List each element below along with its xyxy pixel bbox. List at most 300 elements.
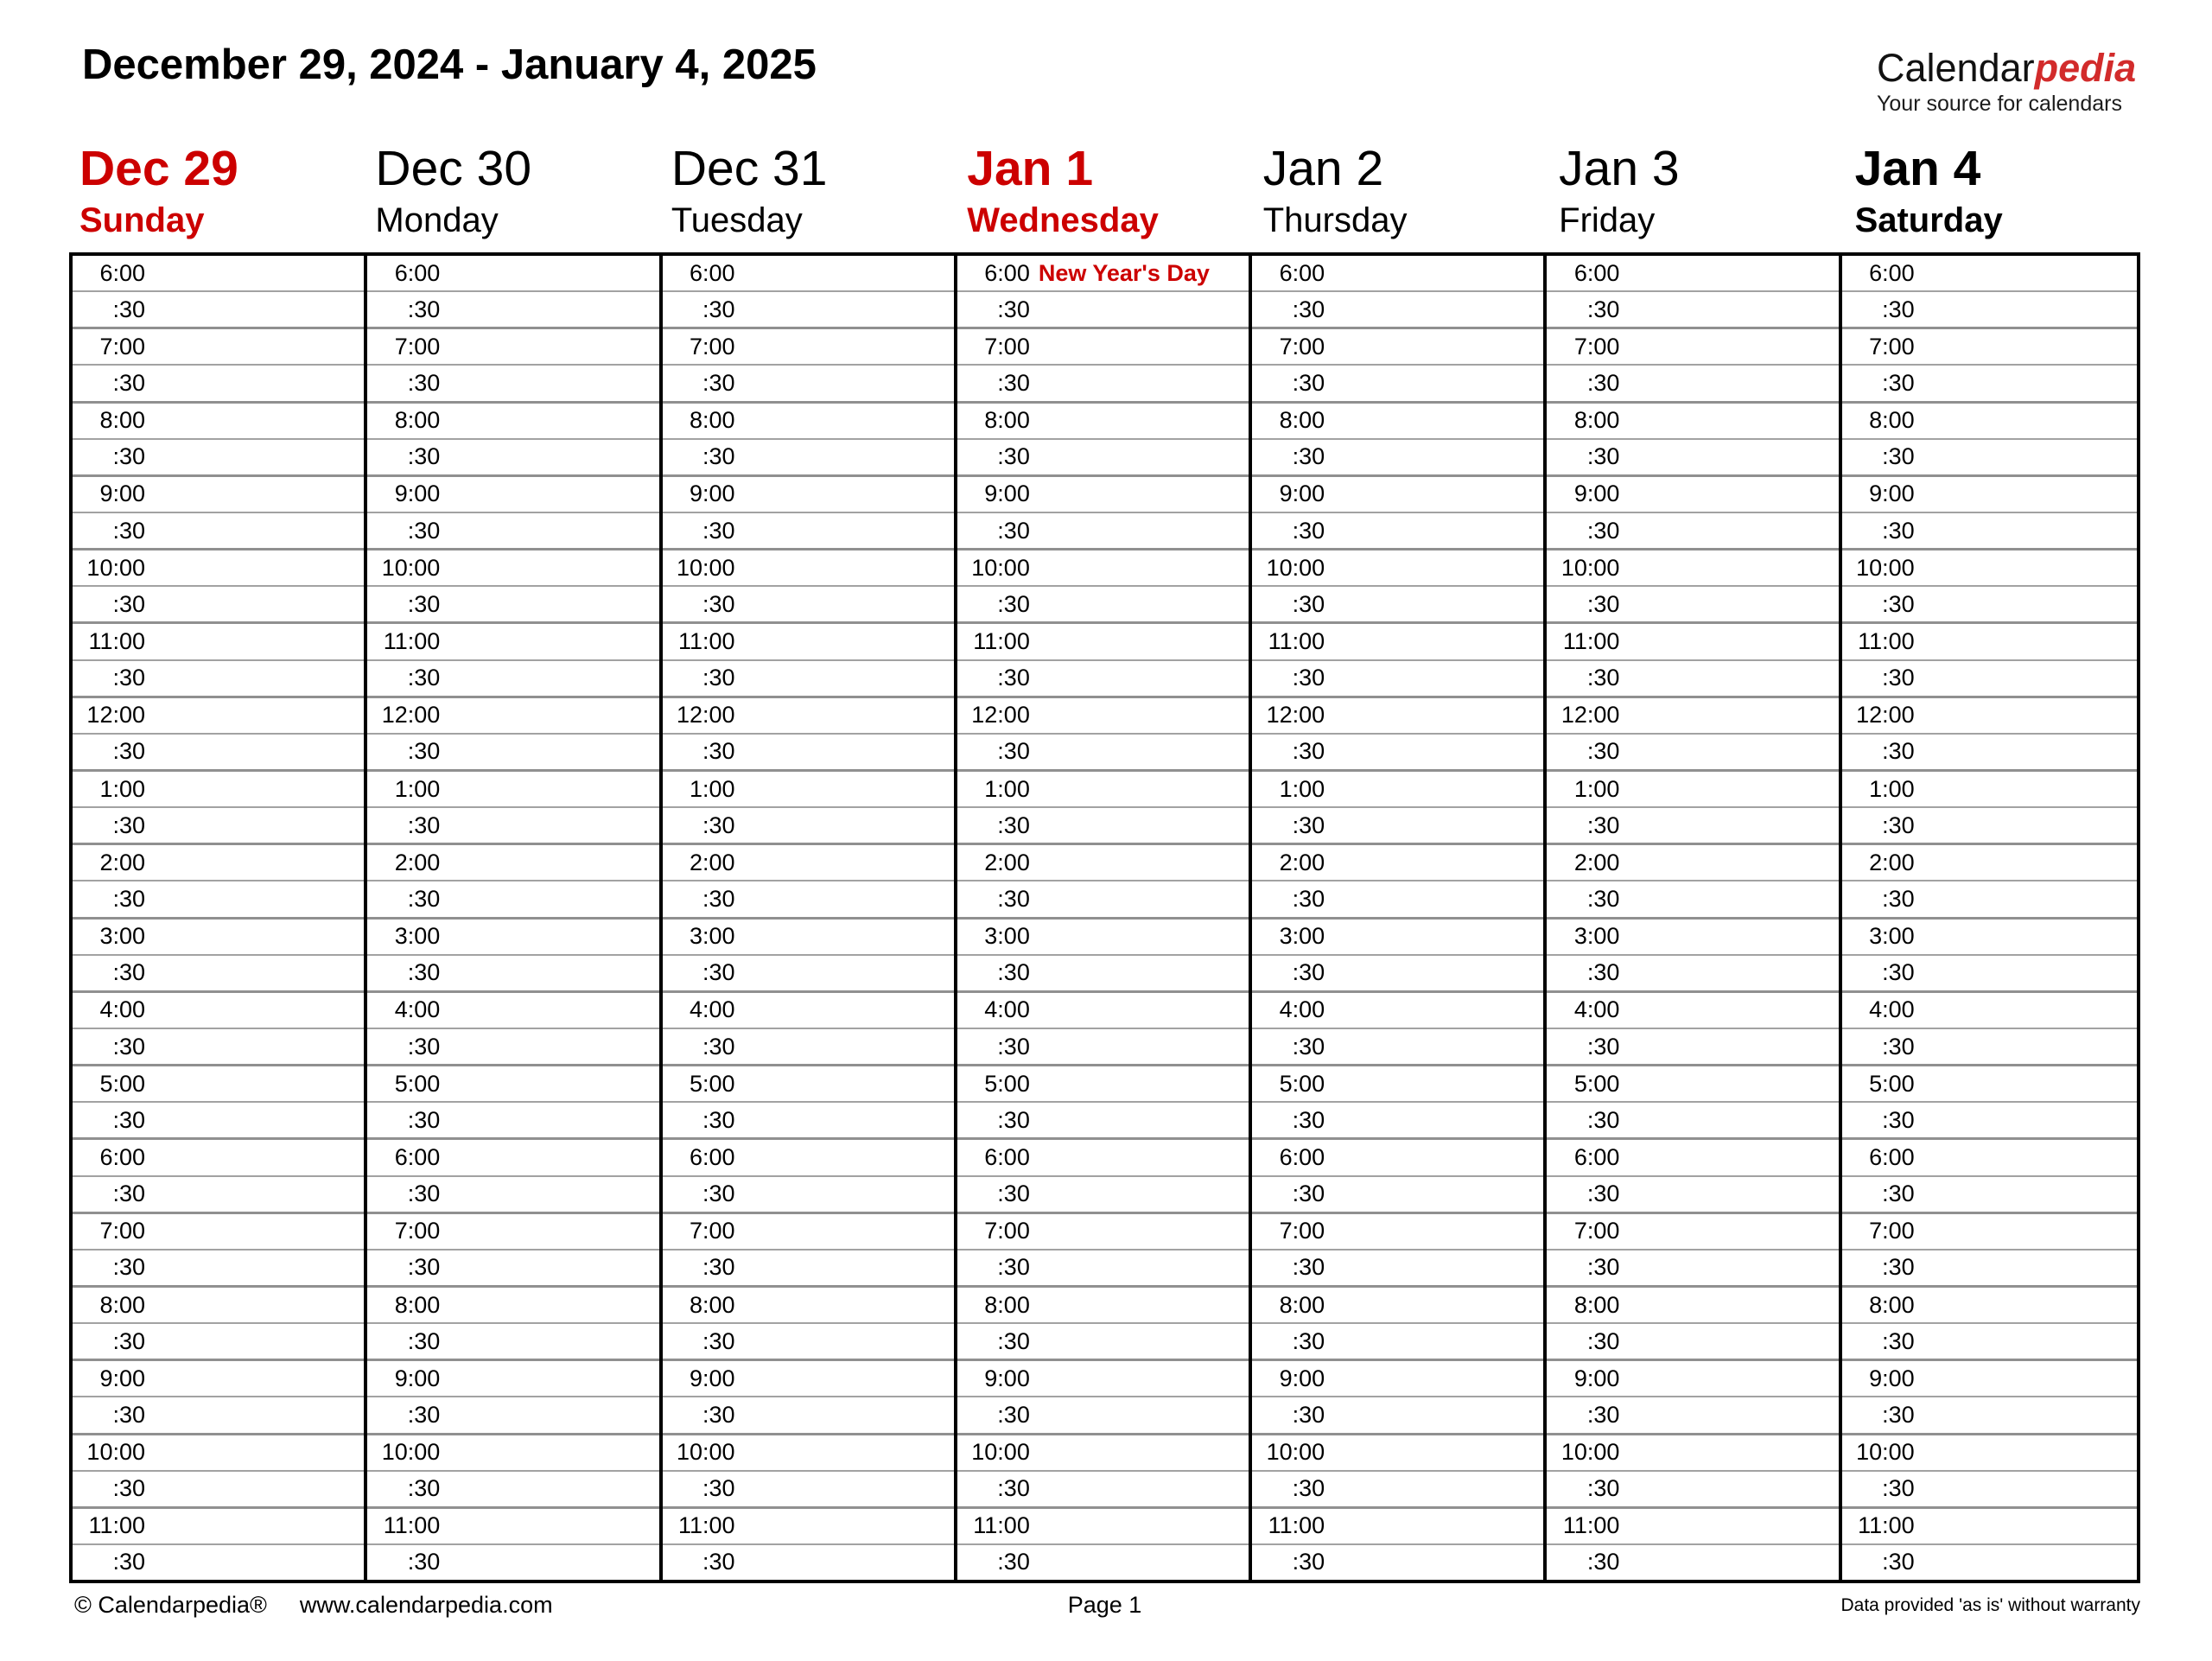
time-slot bbox=[1547, 880, 1838, 916]
time-label: 10:00 bbox=[676, 554, 735, 581]
time-label: 2:00 bbox=[1573, 849, 1620, 875]
time-slot bbox=[957, 1175, 1249, 1212]
time-slot bbox=[1252, 1506, 1543, 1543]
time-label: 1:00 bbox=[984, 775, 1030, 802]
time-label: 11:00 bbox=[973, 1512, 1030, 1539]
time-label: 6:00 bbox=[99, 1143, 145, 1170]
time-label: :30 bbox=[1586, 1106, 1620, 1133]
time-label: 7:00 bbox=[1279, 1218, 1325, 1244]
logo-wordmark bbox=[1877, 46, 2137, 90]
time-slot bbox=[1842, 1064, 2137, 1101]
time-slot bbox=[1842, 917, 2137, 954]
time-slot bbox=[367, 401, 658, 438]
time-label: 10:00 bbox=[971, 1439, 1030, 1466]
time-slot bbox=[367, 659, 658, 696]
time-label: 8:00 bbox=[99, 1291, 145, 1318]
time-label: 7:00 bbox=[984, 1218, 1030, 1244]
time-label: :30 bbox=[112, 1401, 145, 1428]
time-label: :30 bbox=[407, 517, 441, 544]
time-label: :30 bbox=[1586, 885, 1620, 912]
time-slot bbox=[957, 1506, 1249, 1543]
day-header-dec-29 bbox=[69, 142, 365, 240]
time-label: 8:00 bbox=[1573, 407, 1620, 434]
time-label: :30 bbox=[1586, 1181, 1620, 1207]
time-label: 1:00 bbox=[1869, 775, 1915, 802]
time-slot bbox=[957, 585, 1249, 621]
time-label: 10:00 bbox=[381, 554, 441, 581]
time-label: :30 bbox=[1882, 1549, 1915, 1575]
time-slot bbox=[957, 1137, 1249, 1174]
time-label: :30 bbox=[407, 1401, 441, 1428]
time-slot bbox=[663, 512, 954, 548]
day-header-jan-1 bbox=[957, 142, 1252, 240]
time-label: :30 bbox=[112, 1033, 145, 1060]
time-slot bbox=[1842, 954, 2137, 990]
copyright-text: © Calendarpedia® bbox=[74, 1592, 267, 1618]
time-slot bbox=[1252, 1175, 1543, 1212]
time-slot bbox=[1547, 843, 1838, 880]
time-label: 9:00 bbox=[984, 480, 1030, 507]
time-slot bbox=[1252, 990, 1543, 1028]
time-label: :30 bbox=[1292, 738, 1325, 765]
time-slot bbox=[1842, 990, 2137, 1028]
time-label: 4:00 bbox=[690, 996, 735, 1023]
time-label: 4:00 bbox=[394, 996, 441, 1023]
time-slot bbox=[957, 990, 1249, 1028]
time-label: :30 bbox=[997, 1106, 1030, 1133]
time-slot bbox=[1547, 327, 1838, 364]
weekday-label: Monday bbox=[375, 201, 499, 239]
time-label: :30 bbox=[1882, 1401, 1915, 1428]
time-label: 7:00 bbox=[1573, 333, 1620, 360]
time-label: :30 bbox=[702, 517, 735, 544]
time-label: :30 bbox=[997, 590, 1030, 617]
time-slot bbox=[367, 438, 658, 474]
day-header-dec-31 bbox=[661, 142, 957, 240]
time-label: 10:00 bbox=[86, 1439, 145, 1466]
time-label: 1:00 bbox=[394, 775, 441, 802]
time-slot bbox=[73, 696, 364, 733]
time-label: :30 bbox=[112, 811, 145, 838]
time-slot bbox=[367, 1249, 658, 1285]
time-label: :30 bbox=[112, 1106, 145, 1133]
time-slot bbox=[1842, 621, 2137, 659]
time-label: 5:00 bbox=[394, 1070, 441, 1097]
time-slot bbox=[73, 290, 364, 327]
time-slot bbox=[1547, 1175, 1838, 1212]
time-slot bbox=[663, 1470, 954, 1506]
time-slot bbox=[957, 806, 1249, 843]
time-label: 7:00 bbox=[394, 333, 441, 360]
time-slot bbox=[1252, 401, 1543, 438]
time-slot bbox=[1842, 1175, 2137, 1212]
time-label: :30 bbox=[407, 1254, 441, 1281]
time-label: 8:00 bbox=[984, 407, 1030, 434]
time-label: :30 bbox=[1292, 1106, 1325, 1133]
time-slot bbox=[663, 1175, 954, 1212]
time-slot bbox=[1252, 880, 1543, 916]
time-slot bbox=[73, 1175, 364, 1212]
time-label: :30 bbox=[1882, 1033, 1915, 1060]
time-label: 2:00 bbox=[394, 849, 441, 875]
time-label: 7:00 bbox=[99, 1218, 145, 1244]
time-slot bbox=[1547, 1359, 1838, 1396]
day-date-label: Jan 4 bbox=[1854, 141, 1981, 196]
day-column-dec-31 bbox=[663, 256, 957, 1580]
time-label: :30 bbox=[407, 1181, 441, 1207]
time-slot bbox=[367, 327, 658, 364]
time-label: :30 bbox=[407, 296, 441, 322]
time-slot bbox=[663, 401, 954, 438]
time-slot bbox=[957, 327, 1249, 364]
time-slot bbox=[1842, 512, 2137, 548]
time-slot bbox=[663, 585, 954, 621]
time-label: :30 bbox=[407, 885, 441, 912]
time-slot bbox=[1842, 438, 2137, 474]
time-slot bbox=[73, 1543, 364, 1580]
time-slot bbox=[1842, 585, 2137, 621]
time-label: 2:00 bbox=[690, 849, 735, 875]
time-slot bbox=[367, 843, 658, 880]
weekday-label: Wednesday bbox=[967, 201, 1159, 239]
time-slot bbox=[957, 1322, 1249, 1359]
time-slot bbox=[1547, 548, 1838, 585]
time-label: :30 bbox=[407, 369, 441, 396]
time-slot bbox=[957, 880, 1249, 916]
time-slot bbox=[663, 769, 954, 806]
time-slot bbox=[1842, 843, 2137, 880]
time-label: 6:00 bbox=[394, 259, 441, 286]
time-label: 9:00 bbox=[1573, 480, 1620, 507]
time-slot bbox=[73, 1359, 364, 1396]
time-label: 8:00 bbox=[1279, 1291, 1325, 1318]
time-label: :30 bbox=[1292, 1475, 1325, 1502]
time-slot bbox=[367, 696, 658, 733]
time-label: 9:00 bbox=[1279, 1365, 1325, 1391]
time-label: 11:00 bbox=[383, 627, 441, 654]
time-slot bbox=[957, 1028, 1249, 1064]
time-slot bbox=[1842, 1470, 2137, 1506]
time-slot bbox=[1547, 256, 1838, 290]
time-slot bbox=[957, 401, 1249, 438]
time-slot bbox=[957, 733, 1249, 769]
calendarpedia-logo bbox=[1877, 48, 2136, 117]
time-slot bbox=[1842, 1137, 2137, 1174]
time-label: 6:00 bbox=[1279, 259, 1325, 286]
time-slot bbox=[367, 1506, 658, 1543]
time-label: 8:00 bbox=[99, 407, 145, 434]
time-slot bbox=[73, 1249, 364, 1285]
time-slot bbox=[73, 1433, 364, 1470]
time-label: 9:00 bbox=[394, 480, 441, 507]
time-slot bbox=[73, 512, 364, 548]
day-column-dec-30 bbox=[367, 256, 662, 1580]
time-slot bbox=[1547, 1396, 1838, 1432]
time-label: 6:00 bbox=[1869, 259, 1915, 286]
time-label: :30 bbox=[1882, 1254, 1915, 1281]
time-slot bbox=[957, 1101, 1249, 1137]
time-slot bbox=[1842, 256, 2137, 290]
time-label: 1:00 bbox=[1573, 775, 1620, 802]
time-label: 6:00 bbox=[1279, 1143, 1325, 1170]
time-slot bbox=[663, 438, 954, 474]
time-slot bbox=[1547, 954, 1838, 990]
time-label: :30 bbox=[1586, 443, 1620, 470]
time-label: 8:00 bbox=[984, 1291, 1030, 1318]
time-label: :30 bbox=[997, 1327, 1030, 1354]
time-label: :30 bbox=[112, 959, 145, 986]
time-label: :30 bbox=[702, 1401, 735, 1428]
weekday-label: Friday bbox=[1559, 201, 1656, 239]
time-label: 7:00 bbox=[690, 333, 735, 360]
time-slot bbox=[1547, 438, 1838, 474]
time-label: 4:00 bbox=[1279, 996, 1325, 1023]
time-label: :30 bbox=[112, 590, 145, 617]
time-slot bbox=[367, 733, 658, 769]
time-slot bbox=[73, 1285, 364, 1322]
time-label: 11:00 bbox=[973, 627, 1030, 654]
time-slot bbox=[1252, 806, 1543, 843]
time-label: 5:00 bbox=[1573, 1070, 1620, 1097]
time-label: 11:00 bbox=[1562, 1512, 1620, 1539]
time-slot bbox=[73, 843, 364, 880]
time-slot bbox=[957, 1249, 1249, 1285]
time-slot bbox=[1547, 1064, 1838, 1101]
time-label: :30 bbox=[1586, 959, 1620, 986]
time-label: :30 bbox=[407, 665, 441, 691]
day-date-label: Jan 3 bbox=[1559, 141, 1680, 196]
time-label: 9:00 bbox=[1869, 480, 1915, 507]
time-slot bbox=[1547, 917, 1838, 954]
time-label: :30 bbox=[1292, 296, 1325, 322]
time-slot bbox=[73, 1212, 364, 1249]
time-label: :30 bbox=[702, 738, 735, 765]
time-slot bbox=[1547, 659, 1838, 696]
time-label: 5:00 bbox=[1869, 1070, 1915, 1097]
time-label: :30 bbox=[1292, 590, 1325, 617]
time-slot bbox=[663, 917, 954, 954]
time-slot bbox=[367, 1396, 658, 1432]
logo-part-pedia: pedia bbox=[2034, 46, 2137, 90]
time-slot bbox=[957, 290, 1249, 327]
time-slot bbox=[663, 806, 954, 843]
time-label: 6:00 bbox=[99, 259, 145, 286]
time-slot bbox=[73, 1028, 364, 1064]
time-label: :30 bbox=[997, 738, 1030, 765]
time-label: :30 bbox=[1882, 369, 1915, 396]
time-slot bbox=[1252, 438, 1543, 474]
time-slot bbox=[73, 1137, 364, 1174]
time-label: :30 bbox=[1586, 1475, 1620, 1502]
time-label: :30 bbox=[1882, 959, 1915, 986]
day-column-jan-3 bbox=[1547, 256, 1841, 1580]
time-slot bbox=[957, 696, 1249, 733]
time-slot bbox=[367, 1322, 658, 1359]
time-slot bbox=[367, 1101, 658, 1137]
time-label: 8:00 bbox=[690, 407, 735, 434]
time-slot bbox=[1252, 733, 1543, 769]
logo-tagline: Your source for calendars bbox=[1877, 92, 2122, 116]
time-slot bbox=[367, 621, 658, 659]
time-slot bbox=[1252, 1433, 1543, 1470]
day-column-jan-4 bbox=[1842, 256, 2137, 1580]
time-slot bbox=[1842, 1028, 2137, 1064]
time-label: 11:00 bbox=[383, 1512, 441, 1539]
time-slot bbox=[1252, 1137, 1543, 1174]
time-label: 12:00 bbox=[971, 702, 1030, 729]
time-slot bbox=[663, 1506, 954, 1543]
day-headers-row bbox=[69, 142, 2140, 240]
time-label: 8:00 bbox=[1869, 1291, 1915, 1318]
time-label: :30 bbox=[702, 959, 735, 986]
time-label: :30 bbox=[997, 443, 1030, 470]
time-label: :30 bbox=[1292, 369, 1325, 396]
time-slot bbox=[1547, 621, 1838, 659]
time-slot bbox=[73, 327, 364, 364]
time-label: 8:00 bbox=[1869, 407, 1915, 434]
time-label: :30 bbox=[997, 811, 1030, 838]
time-slot bbox=[663, 1543, 954, 1580]
time-label: 8:00 bbox=[690, 1291, 735, 1318]
time-slot bbox=[957, 917, 1249, 954]
time-label: :30 bbox=[1882, 1181, 1915, 1207]
time-label: 1:00 bbox=[690, 775, 735, 802]
time-label: :30 bbox=[1882, 811, 1915, 838]
time-label: 10:00 bbox=[381, 1439, 441, 1466]
time-label: :30 bbox=[1586, 369, 1620, 396]
time-label: 2:00 bbox=[99, 849, 145, 875]
time-label: 3:00 bbox=[984, 923, 1030, 950]
time-slot bbox=[1252, 843, 1543, 880]
time-slot bbox=[663, 696, 954, 733]
time-label: 7:00 bbox=[394, 1218, 441, 1244]
time-slot bbox=[367, 769, 658, 806]
time-slot bbox=[957, 769, 1249, 806]
time-label: :30 bbox=[997, 369, 1030, 396]
time-label: 9:00 bbox=[690, 480, 735, 507]
time-label: 10:00 bbox=[1560, 554, 1620, 581]
time-label: :30 bbox=[407, 738, 441, 765]
time-slot bbox=[73, 880, 364, 916]
time-label: :30 bbox=[702, 811, 735, 838]
time-slot bbox=[1547, 769, 1838, 806]
time-slot bbox=[1252, 1470, 1543, 1506]
time-label: :30 bbox=[1882, 1327, 1915, 1354]
weekday-label: Thursday bbox=[1262, 201, 1408, 239]
footer-page-number: Page 1 bbox=[1067, 1592, 1142, 1618]
time-slot bbox=[1252, 621, 1543, 659]
time-slot bbox=[663, 1322, 954, 1359]
time-label: :30 bbox=[112, 1181, 145, 1207]
time-label: 4:00 bbox=[99, 996, 145, 1023]
time-label: :30 bbox=[1586, 1254, 1620, 1281]
day-header-jan-3 bbox=[1548, 142, 1844, 240]
time-slot bbox=[957, 474, 1249, 512]
time-slot bbox=[1842, 1506, 2137, 1543]
time-slot bbox=[1842, 659, 2137, 696]
time-slot bbox=[1547, 1433, 1838, 1470]
time-slot bbox=[1842, 696, 2137, 733]
time-label: :30 bbox=[112, 1327, 145, 1354]
time-label: 12:00 bbox=[676, 702, 735, 729]
time-label: :30 bbox=[407, 1549, 441, 1575]
time-label: :30 bbox=[997, 665, 1030, 691]
time-label: 11:00 bbox=[1268, 627, 1325, 654]
time-label: 7:00 bbox=[1279, 333, 1325, 360]
time-slot bbox=[1842, 1285, 2137, 1322]
time-slot bbox=[1547, 1101, 1838, 1137]
time-slot bbox=[1252, 1212, 1543, 1249]
day-column-jan-2 bbox=[1252, 256, 1547, 1580]
time-slot bbox=[663, 1433, 954, 1470]
time-label: 11:00 bbox=[678, 1512, 735, 1539]
time-label: :30 bbox=[997, 1549, 1030, 1575]
time-slot bbox=[367, 474, 658, 512]
time-slot bbox=[1252, 585, 1543, 621]
time-label: 10:00 bbox=[86, 554, 145, 581]
time-label: :30 bbox=[702, 1327, 735, 1354]
time-slot bbox=[367, 880, 658, 916]
time-slot bbox=[73, 806, 364, 843]
time-label: :30 bbox=[112, 1254, 145, 1281]
time-slot bbox=[1842, 327, 2137, 364]
time-slot bbox=[957, 954, 1249, 990]
time-slot bbox=[73, 1322, 364, 1359]
time-slot bbox=[73, 769, 364, 806]
time-label: :30 bbox=[1586, 296, 1620, 322]
time-label: :30 bbox=[407, 1033, 441, 1060]
time-label: 9:00 bbox=[394, 1365, 441, 1391]
time-label: 10:00 bbox=[971, 554, 1030, 581]
time-label: :30 bbox=[1292, 1327, 1325, 1354]
time-slot bbox=[957, 659, 1249, 696]
time-slot bbox=[73, 990, 364, 1028]
time-label: :30 bbox=[702, 665, 735, 691]
time-slot bbox=[1547, 1137, 1838, 1174]
time-slot bbox=[957, 1396, 1249, 1432]
time-label: 9:00 bbox=[690, 1365, 735, 1391]
time-slot bbox=[1252, 548, 1543, 585]
time-slot bbox=[957, 1470, 1249, 1506]
time-label: :30 bbox=[407, 1106, 441, 1133]
time-label: 5:00 bbox=[99, 1070, 145, 1097]
time-label: 2:00 bbox=[984, 849, 1030, 875]
time-slot bbox=[367, 1028, 658, 1064]
time-label: 9:00 bbox=[1573, 1365, 1620, 1391]
time-slot bbox=[663, 659, 954, 696]
time-slot bbox=[957, 1433, 1249, 1470]
time-slot bbox=[1252, 1101, 1543, 1137]
time-slot bbox=[1252, 696, 1543, 733]
time-slot bbox=[663, 1285, 954, 1322]
time-label: 6:00 bbox=[1573, 1143, 1620, 1170]
time-label: 10:00 bbox=[1560, 1439, 1620, 1466]
time-slot bbox=[957, 843, 1249, 880]
time-slot bbox=[73, 1064, 364, 1101]
time-label: :30 bbox=[1882, 665, 1915, 691]
time-label: 2:00 bbox=[1869, 849, 1915, 875]
time-label: 11:00 bbox=[1562, 627, 1620, 654]
time-slot bbox=[1547, 401, 1838, 438]
time-slot bbox=[1842, 733, 2137, 769]
time-slot bbox=[1842, 1212, 2137, 1249]
time-label: 7:00 bbox=[99, 333, 145, 360]
time-label: :30 bbox=[702, 443, 735, 470]
footer-disclaimer: Data provided 'as is' without warranty bbox=[1840, 1595, 2140, 1615]
time-label: :30 bbox=[1292, 1549, 1325, 1575]
time-slot bbox=[1252, 1396, 1543, 1432]
time-label: :30 bbox=[1292, 517, 1325, 544]
